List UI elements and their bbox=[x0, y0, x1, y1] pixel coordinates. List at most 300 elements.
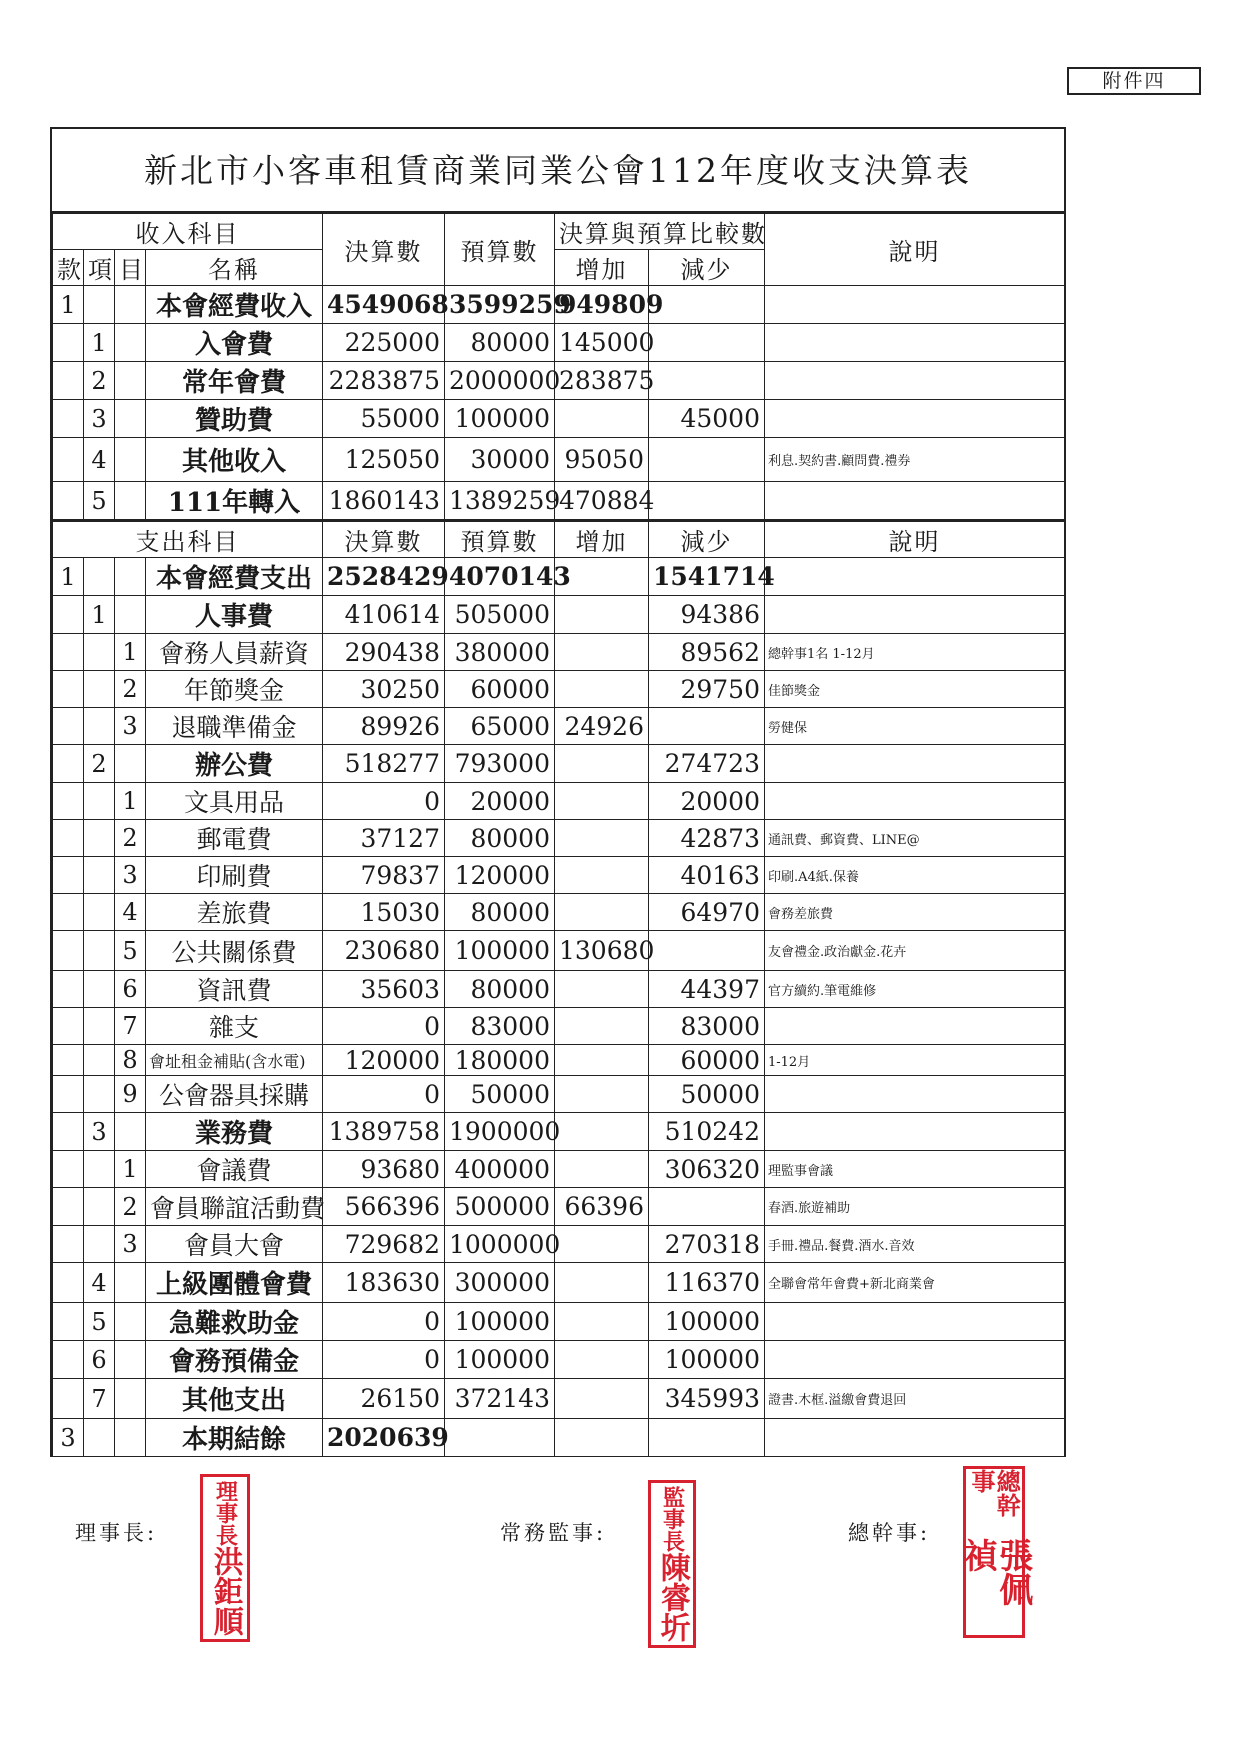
expense-row bbox=[53, 708, 1065, 745]
xiang-cell bbox=[84, 671, 115, 708]
actual-amount: 35603 bbox=[323, 971, 445, 1008]
budget-amount: 100000 bbox=[445, 931, 555, 971]
decrease-amount: 270318 bbox=[649, 1226, 765, 1263]
item-name: 本會經費支出 bbox=[146, 558, 323, 596]
note-cell: 會務差旅費 bbox=[765, 894, 1065, 931]
budget-amount: 4070143 bbox=[445, 558, 555, 596]
actual-amount: 2283875 bbox=[323, 362, 445, 400]
supervisor-label: 常務監事: bbox=[500, 1521, 607, 1545]
xiang-cell: 3 bbox=[84, 1113, 115, 1151]
budget-amount: 180000 bbox=[445, 1045, 555, 1076]
actual-amount: 55000 bbox=[323, 400, 445, 438]
expense-row bbox=[53, 634, 1065, 671]
decrease-amount: 60000 bbox=[649, 1045, 765, 1076]
increase-amount bbox=[555, 1076, 649, 1113]
expense-header-row bbox=[53, 521, 1065, 558]
budget-amount: 80000 bbox=[445, 971, 555, 1008]
decrease-amount: 50000 bbox=[649, 1076, 765, 1113]
decrease-amount: 100000 bbox=[649, 1303, 765, 1341]
budget-amount: 100000 bbox=[445, 400, 555, 438]
kuan-cell bbox=[53, 1263, 84, 1303]
budget-amount: 80000 bbox=[445, 820, 555, 857]
xiang-cell: 5 bbox=[84, 482, 115, 521]
expense-actual-header: 決算數 bbox=[323, 521, 445, 558]
increase-amount bbox=[555, 1303, 649, 1341]
expense-row bbox=[53, 894, 1065, 931]
mu-cell bbox=[115, 596, 146, 634]
decrease-amount: 29750 bbox=[649, 671, 765, 708]
increase-amount bbox=[555, 596, 649, 634]
note-cell: 佳節獎金 bbox=[765, 671, 1065, 708]
item-name: 其他支出 bbox=[146, 1379, 323, 1419]
increase-amount bbox=[555, 1379, 649, 1419]
item-name: 年節獎金 bbox=[146, 671, 323, 708]
note-cell: 總幹事1名 1-12月 bbox=[765, 634, 1065, 671]
mu-cell: 1 bbox=[115, 1151, 146, 1188]
mu-cell bbox=[115, 1303, 146, 1341]
expense-row bbox=[53, 596, 1065, 634]
income-subject-header: 收入科目 bbox=[53, 214, 323, 250]
note-cell bbox=[765, 783, 1065, 820]
item-name: 印刷費 bbox=[146, 857, 323, 894]
kuan-cell bbox=[53, 971, 84, 1008]
expense-row bbox=[53, 1188, 1065, 1226]
increase-amount bbox=[555, 857, 649, 894]
expense-increase-header: 增加 bbox=[555, 521, 649, 558]
actual-amount: 0 bbox=[323, 1076, 445, 1113]
expense-note-header: 說明 bbox=[765, 521, 1065, 558]
kuan-cell bbox=[53, 1226, 84, 1263]
increase-amount: 283875 bbox=[555, 362, 649, 400]
mu-cell: 5 bbox=[115, 931, 146, 971]
xiang-cell: 2 bbox=[84, 745, 115, 783]
kuan-cell: 1 bbox=[53, 558, 84, 596]
expense-row bbox=[53, 1263, 1065, 1303]
actual-amount: 89926 bbox=[323, 708, 445, 745]
xiang-cell bbox=[84, 1419, 115, 1457]
actual-amount: 729682 bbox=[323, 1226, 445, 1263]
kuan-cell bbox=[53, 671, 84, 708]
chairman-seal-name: 洪鉅順 bbox=[207, 1546, 243, 1636]
kuan-cell bbox=[53, 400, 84, 438]
mu-cell bbox=[115, 1379, 146, 1419]
note-cell bbox=[765, 324, 1065, 362]
kuan-cell bbox=[53, 857, 84, 894]
budget-amount bbox=[445, 1419, 555, 1457]
increase-amount bbox=[555, 634, 649, 671]
increase-amount bbox=[555, 971, 649, 1008]
income-row bbox=[53, 482, 1065, 521]
actual-amount: 37127 bbox=[323, 820, 445, 857]
note-cell bbox=[765, 1303, 1065, 1341]
xiang-cell bbox=[84, 1151, 115, 1188]
actual-amount: 230680 bbox=[323, 931, 445, 971]
decrease-amount bbox=[649, 438, 765, 482]
kuan-cell bbox=[53, 1008, 84, 1045]
budget-amount: 83000 bbox=[445, 1008, 555, 1045]
note-cell bbox=[765, 745, 1065, 783]
item-name: 公會器具採購 bbox=[146, 1076, 323, 1113]
decrease-amount bbox=[649, 1419, 765, 1457]
xiang-cell bbox=[84, 1226, 115, 1263]
decrease-amount bbox=[649, 482, 765, 521]
kuan-cell bbox=[53, 1379, 84, 1419]
note-cell: 春酒.旅遊補助 bbox=[765, 1188, 1065, 1226]
increase-amount bbox=[555, 1008, 649, 1045]
chairman-label: 理事長: bbox=[75, 1521, 158, 1545]
actual-amount: 93680 bbox=[323, 1151, 445, 1188]
budget-amount: 100000 bbox=[445, 1303, 555, 1341]
xiang-cell: 2 bbox=[84, 362, 115, 400]
note-cell bbox=[765, 482, 1065, 521]
expense-row bbox=[53, 783, 1065, 820]
xiang-cell bbox=[84, 820, 115, 857]
xiang-cell: 6 bbox=[84, 1341, 115, 1379]
expense-row bbox=[53, 820, 1065, 857]
actual-header: 決算數 bbox=[323, 214, 445, 286]
note-cell: 手冊.禮品.餐費.酒水.音效 bbox=[765, 1226, 1065, 1263]
decrease-amount: 89562 bbox=[649, 634, 765, 671]
actual-amount: 15030 bbox=[323, 894, 445, 931]
expense-subject-header: 支出科目 bbox=[53, 521, 323, 558]
increase-amount bbox=[555, 1341, 649, 1379]
expense-row bbox=[53, 1076, 1065, 1113]
secretary-seal-title: 總幹事 bbox=[967, 1469, 1022, 1517]
kuan-header: 款 bbox=[53, 250, 84, 286]
budget-amount: 2000000 bbox=[445, 362, 555, 400]
budget-amount: 400000 bbox=[445, 1151, 555, 1188]
kuan-cell bbox=[53, 1188, 84, 1226]
item-name: 會址租金補貼(含水電) bbox=[146, 1045, 323, 1076]
decrease-amount: 42873 bbox=[649, 820, 765, 857]
budget-amount: 300000 bbox=[445, 1263, 555, 1303]
income-row bbox=[53, 438, 1065, 482]
actual-amount: 79837 bbox=[323, 857, 445, 894]
kuan-cell bbox=[53, 596, 84, 634]
note-cell bbox=[765, 1341, 1065, 1379]
actual-amount: 410614 bbox=[323, 596, 445, 634]
actual-amount: 125050 bbox=[323, 438, 445, 482]
expense-row bbox=[53, 931, 1065, 971]
increase-amount bbox=[555, 400, 649, 438]
income-header-row-1 bbox=[53, 214, 1065, 250]
mu-cell: 3 bbox=[115, 1226, 146, 1263]
item-name: 急難救助金 bbox=[146, 1303, 323, 1341]
decrease-amount: 1541714 bbox=[649, 558, 765, 596]
xiang-cell bbox=[84, 558, 115, 596]
decrease-header: 減少 bbox=[649, 250, 765, 286]
increase-amount bbox=[555, 1226, 649, 1263]
note-cell bbox=[765, 1076, 1065, 1113]
expense-budget-header: 預算數 bbox=[445, 521, 555, 558]
kuan-cell bbox=[53, 783, 84, 820]
decrease-amount: 510242 bbox=[649, 1113, 765, 1151]
note-cell: 全聯會常年會費+新北商業會 bbox=[765, 1263, 1065, 1303]
note-cell bbox=[765, 1419, 1065, 1457]
mu-cell bbox=[115, 362, 146, 400]
actual-amount: 518277 bbox=[323, 745, 445, 783]
income-row bbox=[53, 362, 1065, 400]
expense-row bbox=[53, 1045, 1065, 1076]
budget-amount: 1389259 bbox=[445, 482, 555, 521]
xiang-cell bbox=[84, 931, 115, 971]
increase-header: 增加 bbox=[555, 250, 649, 286]
kuan-cell bbox=[53, 362, 84, 400]
item-name: 會務人員薪資 bbox=[146, 634, 323, 671]
decrease-amount: 45000 bbox=[649, 400, 765, 438]
kuan-cell bbox=[53, 1303, 84, 1341]
budget-table bbox=[52, 213, 1065, 1457]
kuan-cell bbox=[53, 1076, 84, 1113]
mu-cell bbox=[115, 1341, 146, 1379]
budget-statement bbox=[50, 127, 1066, 1457]
xiang-cell: 1 bbox=[84, 596, 115, 634]
budget-amount: 60000 bbox=[445, 671, 555, 708]
increase-amount bbox=[555, 1151, 649, 1188]
expense-row bbox=[53, 1008, 1065, 1045]
expense-row bbox=[53, 558, 1065, 596]
decrease-amount: 100000 bbox=[649, 1341, 765, 1379]
mu-cell bbox=[115, 286, 146, 324]
mu-cell: 2 bbox=[115, 820, 146, 857]
budget-amount: 100000 bbox=[445, 1341, 555, 1379]
kuan-cell bbox=[53, 931, 84, 971]
supervisor-seal-title: 監事長 bbox=[659, 1486, 686, 1552]
budget-amount: 65000 bbox=[445, 708, 555, 745]
note-cell bbox=[765, 558, 1065, 596]
item-name: 會議費 bbox=[146, 1151, 323, 1188]
kuan-cell bbox=[53, 634, 84, 671]
mu-cell bbox=[115, 482, 146, 521]
xiang-cell bbox=[84, 1076, 115, 1113]
kuan-cell bbox=[53, 894, 84, 931]
note-cell: 印刷.A4紙.保養 bbox=[765, 857, 1065, 894]
item-name: 雜支 bbox=[146, 1008, 323, 1045]
expense-row bbox=[53, 1379, 1065, 1419]
item-name: 辦公費 bbox=[146, 745, 323, 783]
xiang-cell bbox=[84, 1045, 115, 1076]
expense-row bbox=[53, 745, 1065, 783]
increase-amount: 949809 bbox=[555, 286, 649, 324]
item-name: 本會經費收入 bbox=[146, 286, 323, 324]
signature-area bbox=[0, 1469, 1241, 1680]
secretary-seal bbox=[957, 1466, 1033, 1638]
xiang-cell bbox=[84, 708, 115, 745]
kuan-cell: 3 bbox=[53, 1419, 84, 1457]
decrease-amount bbox=[649, 286, 765, 324]
xiang-cell bbox=[84, 1008, 115, 1045]
item-name: 本期結餘 bbox=[146, 1419, 323, 1457]
expense-decrease-header: 減少 bbox=[649, 521, 765, 558]
decrease-amount: 83000 bbox=[649, 1008, 765, 1045]
actual-amount: 0 bbox=[323, 783, 445, 820]
increase-amount bbox=[555, 671, 649, 708]
mu-cell: 6 bbox=[115, 971, 146, 1008]
actual-amount: 1860143 bbox=[323, 482, 445, 521]
kuan-cell bbox=[53, 324, 84, 362]
xiang-cell bbox=[84, 286, 115, 324]
actual-amount: 290438 bbox=[323, 634, 445, 671]
table-body bbox=[53, 214, 1065, 1457]
decrease-amount: 274723 bbox=[649, 745, 765, 783]
actual-amount: 30250 bbox=[323, 671, 445, 708]
mu-cell: 2 bbox=[115, 1188, 146, 1226]
mu-cell bbox=[115, 1263, 146, 1303]
kuan-cell bbox=[53, 820, 84, 857]
budget-amount: 372143 bbox=[445, 1379, 555, 1419]
xiang-cell bbox=[84, 1188, 115, 1226]
item-name: 其他收入 bbox=[146, 438, 323, 482]
note-cell: 證書.木框.溢繳會費退回 bbox=[765, 1379, 1065, 1419]
xiang-cell: 1 bbox=[84, 324, 115, 362]
mu-cell bbox=[115, 1419, 146, 1457]
kuan-cell: 1 bbox=[53, 286, 84, 324]
budget-amount: 30000 bbox=[445, 438, 555, 482]
increase-amount bbox=[555, 1419, 649, 1457]
increase-amount: 130680 bbox=[555, 931, 649, 971]
income-row bbox=[53, 286, 1065, 324]
mu-cell: 1 bbox=[115, 634, 146, 671]
supervisor-seal-name: 陳睿圻 bbox=[654, 1552, 690, 1642]
increase-amount: 66396 bbox=[555, 1188, 649, 1226]
xiang-cell bbox=[84, 894, 115, 931]
kuan-cell bbox=[53, 482, 84, 521]
mu-cell bbox=[115, 400, 146, 438]
item-name: 會務預備金 bbox=[146, 1341, 323, 1379]
actual-amount: 26150 bbox=[323, 1379, 445, 1419]
kuan-cell bbox=[53, 1045, 84, 1076]
expense-row bbox=[53, 971, 1065, 1008]
kuan-cell bbox=[53, 1151, 84, 1188]
item-name: 差旅費 bbox=[146, 894, 323, 931]
mu-cell: 4 bbox=[115, 894, 146, 931]
income-row bbox=[53, 324, 1065, 362]
item-name: 會員大會 bbox=[146, 1226, 323, 1263]
actual-amount: 0 bbox=[323, 1008, 445, 1045]
xiang-cell: 3 bbox=[84, 400, 115, 438]
xiang-cell bbox=[84, 857, 115, 894]
mu-cell: 3 bbox=[115, 708, 146, 745]
budget-amount: 3599259 bbox=[445, 286, 555, 324]
budget-header: 預算數 bbox=[445, 214, 555, 286]
actual-amount: 1389758 bbox=[323, 1113, 445, 1151]
mu-cell: 2 bbox=[115, 671, 146, 708]
actual-amount: 566396 bbox=[323, 1188, 445, 1226]
item-name: 文具用品 bbox=[146, 783, 323, 820]
decrease-amount: 20000 bbox=[649, 783, 765, 820]
budget-amount: 20000 bbox=[445, 783, 555, 820]
chairman-seal bbox=[200, 1474, 250, 1642]
item-name: 111年轉入 bbox=[146, 482, 323, 521]
budget-amount: 80000 bbox=[445, 894, 555, 931]
decrease-amount: 94386 bbox=[649, 596, 765, 634]
budget-amount: 1000000 bbox=[445, 1226, 555, 1263]
decrease-amount: 40163 bbox=[649, 857, 765, 894]
decrease-amount: 64970 bbox=[649, 894, 765, 931]
budget-amount: 50000 bbox=[445, 1076, 555, 1113]
item-name: 公共關係費 bbox=[146, 931, 323, 971]
xiang-cell: 7 bbox=[84, 1379, 115, 1419]
mu-cell bbox=[115, 1113, 146, 1151]
increase-amount bbox=[555, 820, 649, 857]
xiang-cell: 5 bbox=[84, 1303, 115, 1341]
decrease-amount bbox=[649, 931, 765, 971]
actual-amount: 0 bbox=[323, 1303, 445, 1341]
actual-amount: 2020639 bbox=[323, 1419, 445, 1457]
supervisor-seal bbox=[648, 1480, 696, 1648]
increase-amount bbox=[555, 894, 649, 931]
kuan-cell bbox=[53, 1113, 84, 1151]
budget-amount: 1900000 bbox=[445, 1113, 555, 1151]
kuan-cell bbox=[53, 745, 84, 783]
increase-amount: 470884 bbox=[555, 482, 649, 521]
increase-amount bbox=[555, 1045, 649, 1076]
budget-amount: 80000 bbox=[445, 324, 555, 362]
mu-cell: 8 bbox=[115, 1045, 146, 1076]
increase-amount bbox=[555, 745, 649, 783]
decrease-amount: 306320 bbox=[649, 1151, 765, 1188]
mu-cell bbox=[115, 324, 146, 362]
expense-row bbox=[53, 1303, 1065, 1341]
xiang-header: 項 bbox=[84, 250, 115, 286]
name-header: 名稱 bbox=[146, 250, 323, 286]
note-cell: 通訊費、郵資費、LINE@ bbox=[765, 820, 1065, 857]
mu-cell bbox=[115, 745, 146, 783]
budget-amount: 120000 bbox=[445, 857, 555, 894]
increase-amount bbox=[555, 783, 649, 820]
decrease-amount bbox=[649, 362, 765, 400]
decrease-amount bbox=[649, 1188, 765, 1226]
actual-amount: 225000 bbox=[323, 324, 445, 362]
decrease-amount: 44397 bbox=[649, 971, 765, 1008]
note-cell: 勞健保 bbox=[765, 708, 1065, 745]
xiang-cell bbox=[84, 971, 115, 1008]
budget-amount: 500000 bbox=[445, 1188, 555, 1226]
item-name: 上級團體會費 bbox=[146, 1263, 323, 1303]
secretary-seal-name: 張佩禎 bbox=[957, 1537, 1033, 1606]
chairman-seal-title: 理事長 bbox=[212, 1480, 239, 1546]
note-cell bbox=[765, 362, 1065, 400]
note-cell bbox=[765, 286, 1065, 324]
compare-header: 決算與預算比較數 bbox=[555, 214, 765, 250]
decrease-amount bbox=[649, 324, 765, 362]
actual-amount: 2528429 bbox=[323, 558, 445, 596]
increase-amount: 145000 bbox=[555, 324, 649, 362]
item-name: 郵電費 bbox=[146, 820, 323, 857]
item-name: 資訊費 bbox=[146, 971, 323, 1008]
note-cell bbox=[765, 596, 1065, 634]
kuan-cell bbox=[53, 1341, 84, 1379]
increase-amount bbox=[555, 1113, 649, 1151]
increase-amount: 95050 bbox=[555, 438, 649, 482]
xiang-cell bbox=[84, 634, 115, 671]
item-name: 入會費 bbox=[146, 324, 323, 362]
mu-cell: 7 bbox=[115, 1008, 146, 1045]
item-name: 常年會費 bbox=[146, 362, 323, 400]
expense-row bbox=[53, 1226, 1065, 1263]
actual-amount: 4549068 bbox=[323, 286, 445, 324]
actual-amount: 183630 bbox=[323, 1263, 445, 1303]
mu-cell: 1 bbox=[115, 783, 146, 820]
item-name: 業務費 bbox=[146, 1113, 323, 1151]
actual-amount: 0 bbox=[323, 1341, 445, 1379]
expense-row bbox=[53, 1341, 1065, 1379]
actual-amount: 120000 bbox=[323, 1045, 445, 1076]
note-cell bbox=[765, 400, 1065, 438]
note-cell bbox=[765, 1008, 1065, 1045]
xiang-cell bbox=[84, 783, 115, 820]
item-name: 會員聯誼活動費 bbox=[146, 1188, 323, 1226]
